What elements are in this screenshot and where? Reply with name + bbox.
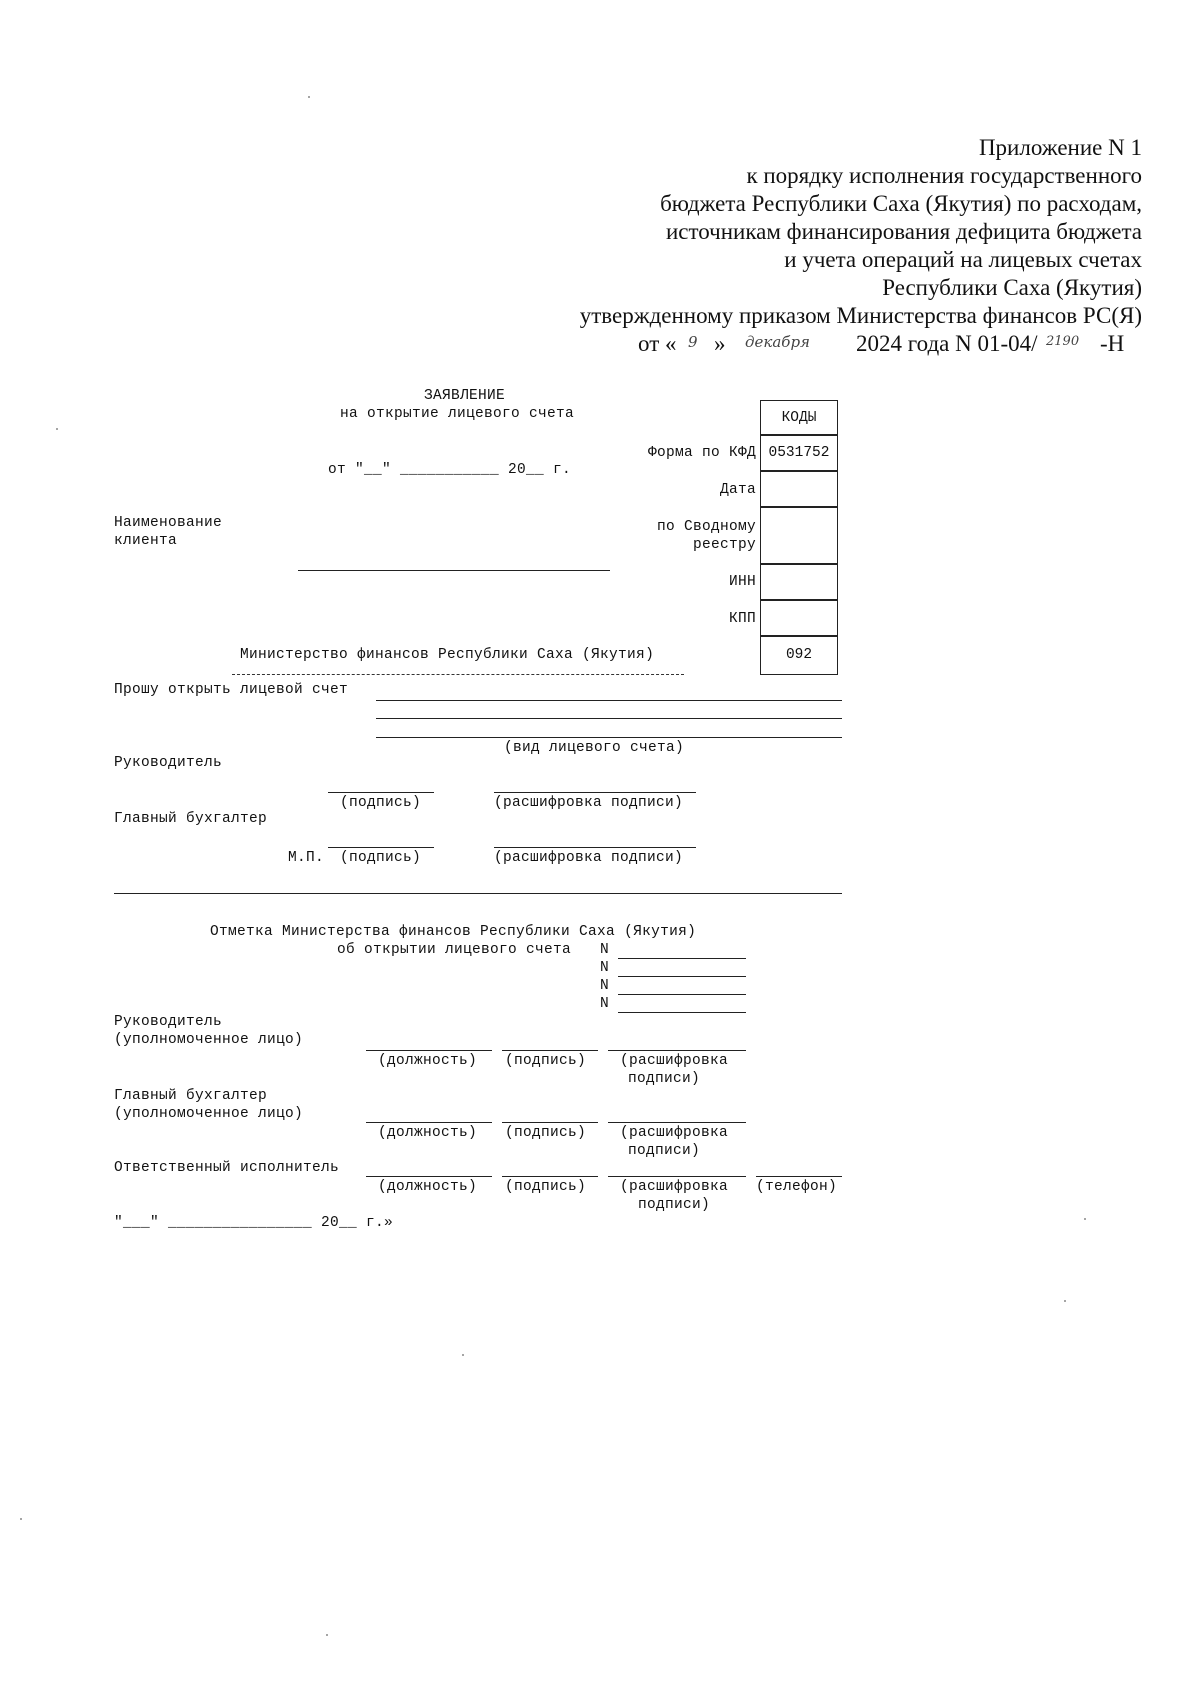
stamp-label: М.П. xyxy=(288,850,325,866)
decode-caption: (расшифровка xyxy=(620,1053,729,1069)
executor-signature-line xyxy=(502,1176,598,1177)
scan-speck xyxy=(56,428,58,430)
codes-form-cell xyxy=(760,434,838,472)
account-number-prefix: N xyxy=(600,978,610,994)
form-title: ЗАЯВЛЕНИЕ xyxy=(424,388,506,404)
order-date-year: 2024 года N 01-04/ xyxy=(856,331,1038,356)
account-type-line xyxy=(376,700,842,701)
chief-decode-line xyxy=(494,847,696,848)
header-line: бюджета Республики Саха (Якутия) по расходам, xyxy=(660,191,1142,216)
header-line: утвержденному приказом Министерства финансов РС(Я) xyxy=(579,303,1142,328)
chief-signature-caption: (подпись) xyxy=(340,850,422,866)
codes-date-label: Дата xyxy=(719,482,756,498)
chief-signature-line xyxy=(328,847,434,848)
mark-chief-signature-line xyxy=(502,1122,598,1123)
head-signature-caption: (подпись) xyxy=(340,795,422,811)
header-line: Республики Саха (Якутия) xyxy=(882,275,1142,300)
position-caption: (должность) xyxy=(378,1125,478,1141)
scan-speck xyxy=(20,1518,22,1520)
header-line: и учета операций на лицевых счетах xyxy=(784,247,1142,272)
chief-accountant-label: Главный бухгалтер xyxy=(114,811,268,827)
client-name-field xyxy=(298,570,610,571)
head-label: Руководитель xyxy=(114,755,223,771)
header-line: к порядку исполнения государственного xyxy=(746,163,1142,188)
executor-position-line xyxy=(366,1176,492,1177)
codes-ministry-cell xyxy=(760,635,838,675)
scan-speck xyxy=(1064,1300,1066,1302)
account-number-line xyxy=(618,1012,746,1013)
account-number-line xyxy=(618,976,746,977)
codes-registry-label: реестру xyxy=(692,537,756,553)
head-decode-caption: (расшифровка подписи) xyxy=(494,795,684,811)
mark-chief-position-line xyxy=(366,1122,492,1123)
codes-header xyxy=(760,400,838,436)
appendix-title: Приложение N 1 xyxy=(978,135,1142,160)
signature-caption: (подпись) xyxy=(505,1053,587,1069)
executor-phone-line xyxy=(756,1176,842,1177)
codes-registry-cell xyxy=(760,506,838,565)
account-type-line xyxy=(376,718,842,719)
mark-head-decode-line xyxy=(608,1050,746,1051)
request-label: Прошу открыть лицевой счет xyxy=(114,682,349,698)
order-date-prefix: от « xyxy=(638,331,677,356)
decode-caption: подписи) xyxy=(628,1071,701,1087)
signature-caption: (подпись) xyxy=(505,1125,587,1141)
codes-registry-label: по Сводному xyxy=(656,519,756,535)
mark-head-signature-line xyxy=(502,1050,598,1051)
phone-caption: (телефон) xyxy=(756,1179,838,1195)
codes-ministry-code: 092 xyxy=(785,647,813,663)
executor-decode-line xyxy=(608,1176,746,1177)
decode-caption: (расшифровка xyxy=(620,1125,729,1141)
account-number-prefix: N xyxy=(600,960,610,976)
account-type-line xyxy=(376,737,842,738)
account-number-prefix: N xyxy=(600,942,610,958)
codes-inn-cell xyxy=(760,563,838,601)
position-caption: (должность) xyxy=(378,1053,478,1069)
head-signature-line xyxy=(328,792,434,793)
mark-opening-label: об открытии лицевого счета xyxy=(337,942,572,958)
mark-chief-decode-line xyxy=(608,1122,746,1123)
scan-speck xyxy=(326,1634,328,1636)
mark-chief-label: Главный бухгалтер xyxy=(114,1088,268,1104)
account-number-line xyxy=(618,994,746,995)
account-number-prefix: N xyxy=(600,996,610,1012)
mark-chief-label: (уполномоченное лицо) xyxy=(114,1106,304,1122)
head-decode-line xyxy=(494,792,696,793)
account-type-caption: (вид лицевого счета) xyxy=(504,740,685,756)
codes-kpp-cell xyxy=(760,599,838,637)
codes-date-cell xyxy=(760,470,838,508)
section-separator xyxy=(114,893,842,894)
order-date-day: 9 xyxy=(688,333,698,351)
chief-decode-caption: (расшифровка подписи) xyxy=(494,850,684,866)
account-number-line xyxy=(618,958,746,959)
mark-head-label: Руководитель xyxy=(114,1014,223,1030)
order-number: 2190 xyxy=(1046,334,1080,349)
codes-kpp-label: КПП xyxy=(728,611,756,627)
codes-inn-label: ИНН xyxy=(728,574,756,590)
header-line: источникам финансирования дефицита бюджета xyxy=(665,219,1142,244)
ministry-underline xyxy=(232,674,684,675)
final-date: "___" ________________ 20__ г.» xyxy=(114,1215,394,1231)
codes-form-code: 0531752 xyxy=(768,445,830,461)
mark-head-position-line xyxy=(366,1050,492,1051)
form-subtitle: на открытие лицевого счета xyxy=(340,406,575,422)
codes-form-label: Форма по КФД xyxy=(647,445,756,461)
form-date-line: от "__" ___________ 20__ г. xyxy=(328,462,572,478)
codes-header-text: КОДЫ xyxy=(781,410,817,426)
scan-speck xyxy=(1084,1218,1086,1220)
scan-speck xyxy=(462,1354,464,1356)
ministry-name: Министерство финансов Республики Саха (Якутия) xyxy=(240,647,655,663)
client-label: клиента xyxy=(114,533,178,549)
decode-caption: (расшифровка xyxy=(620,1179,729,1195)
order-date-month: декабря xyxy=(745,333,810,351)
order-suffix: -Н xyxy=(1100,331,1125,356)
scan-speck xyxy=(308,96,310,98)
order-date-close: » xyxy=(714,331,726,356)
decode-caption: подписи) xyxy=(638,1197,711,1213)
mark-head-label: (уполномоченное лицо) xyxy=(114,1032,304,1048)
client-label: Наименование xyxy=(114,515,223,531)
decode-caption: подписи) xyxy=(628,1143,701,1159)
executor-label: Ответственный исполнитель xyxy=(114,1160,340,1176)
position-caption: (должность) xyxy=(378,1179,478,1195)
mark-title: Отметка Министерства финансов Республики Саха (Якутия) xyxy=(210,924,697,940)
signature-caption: (подпись) xyxy=(505,1179,587,1195)
